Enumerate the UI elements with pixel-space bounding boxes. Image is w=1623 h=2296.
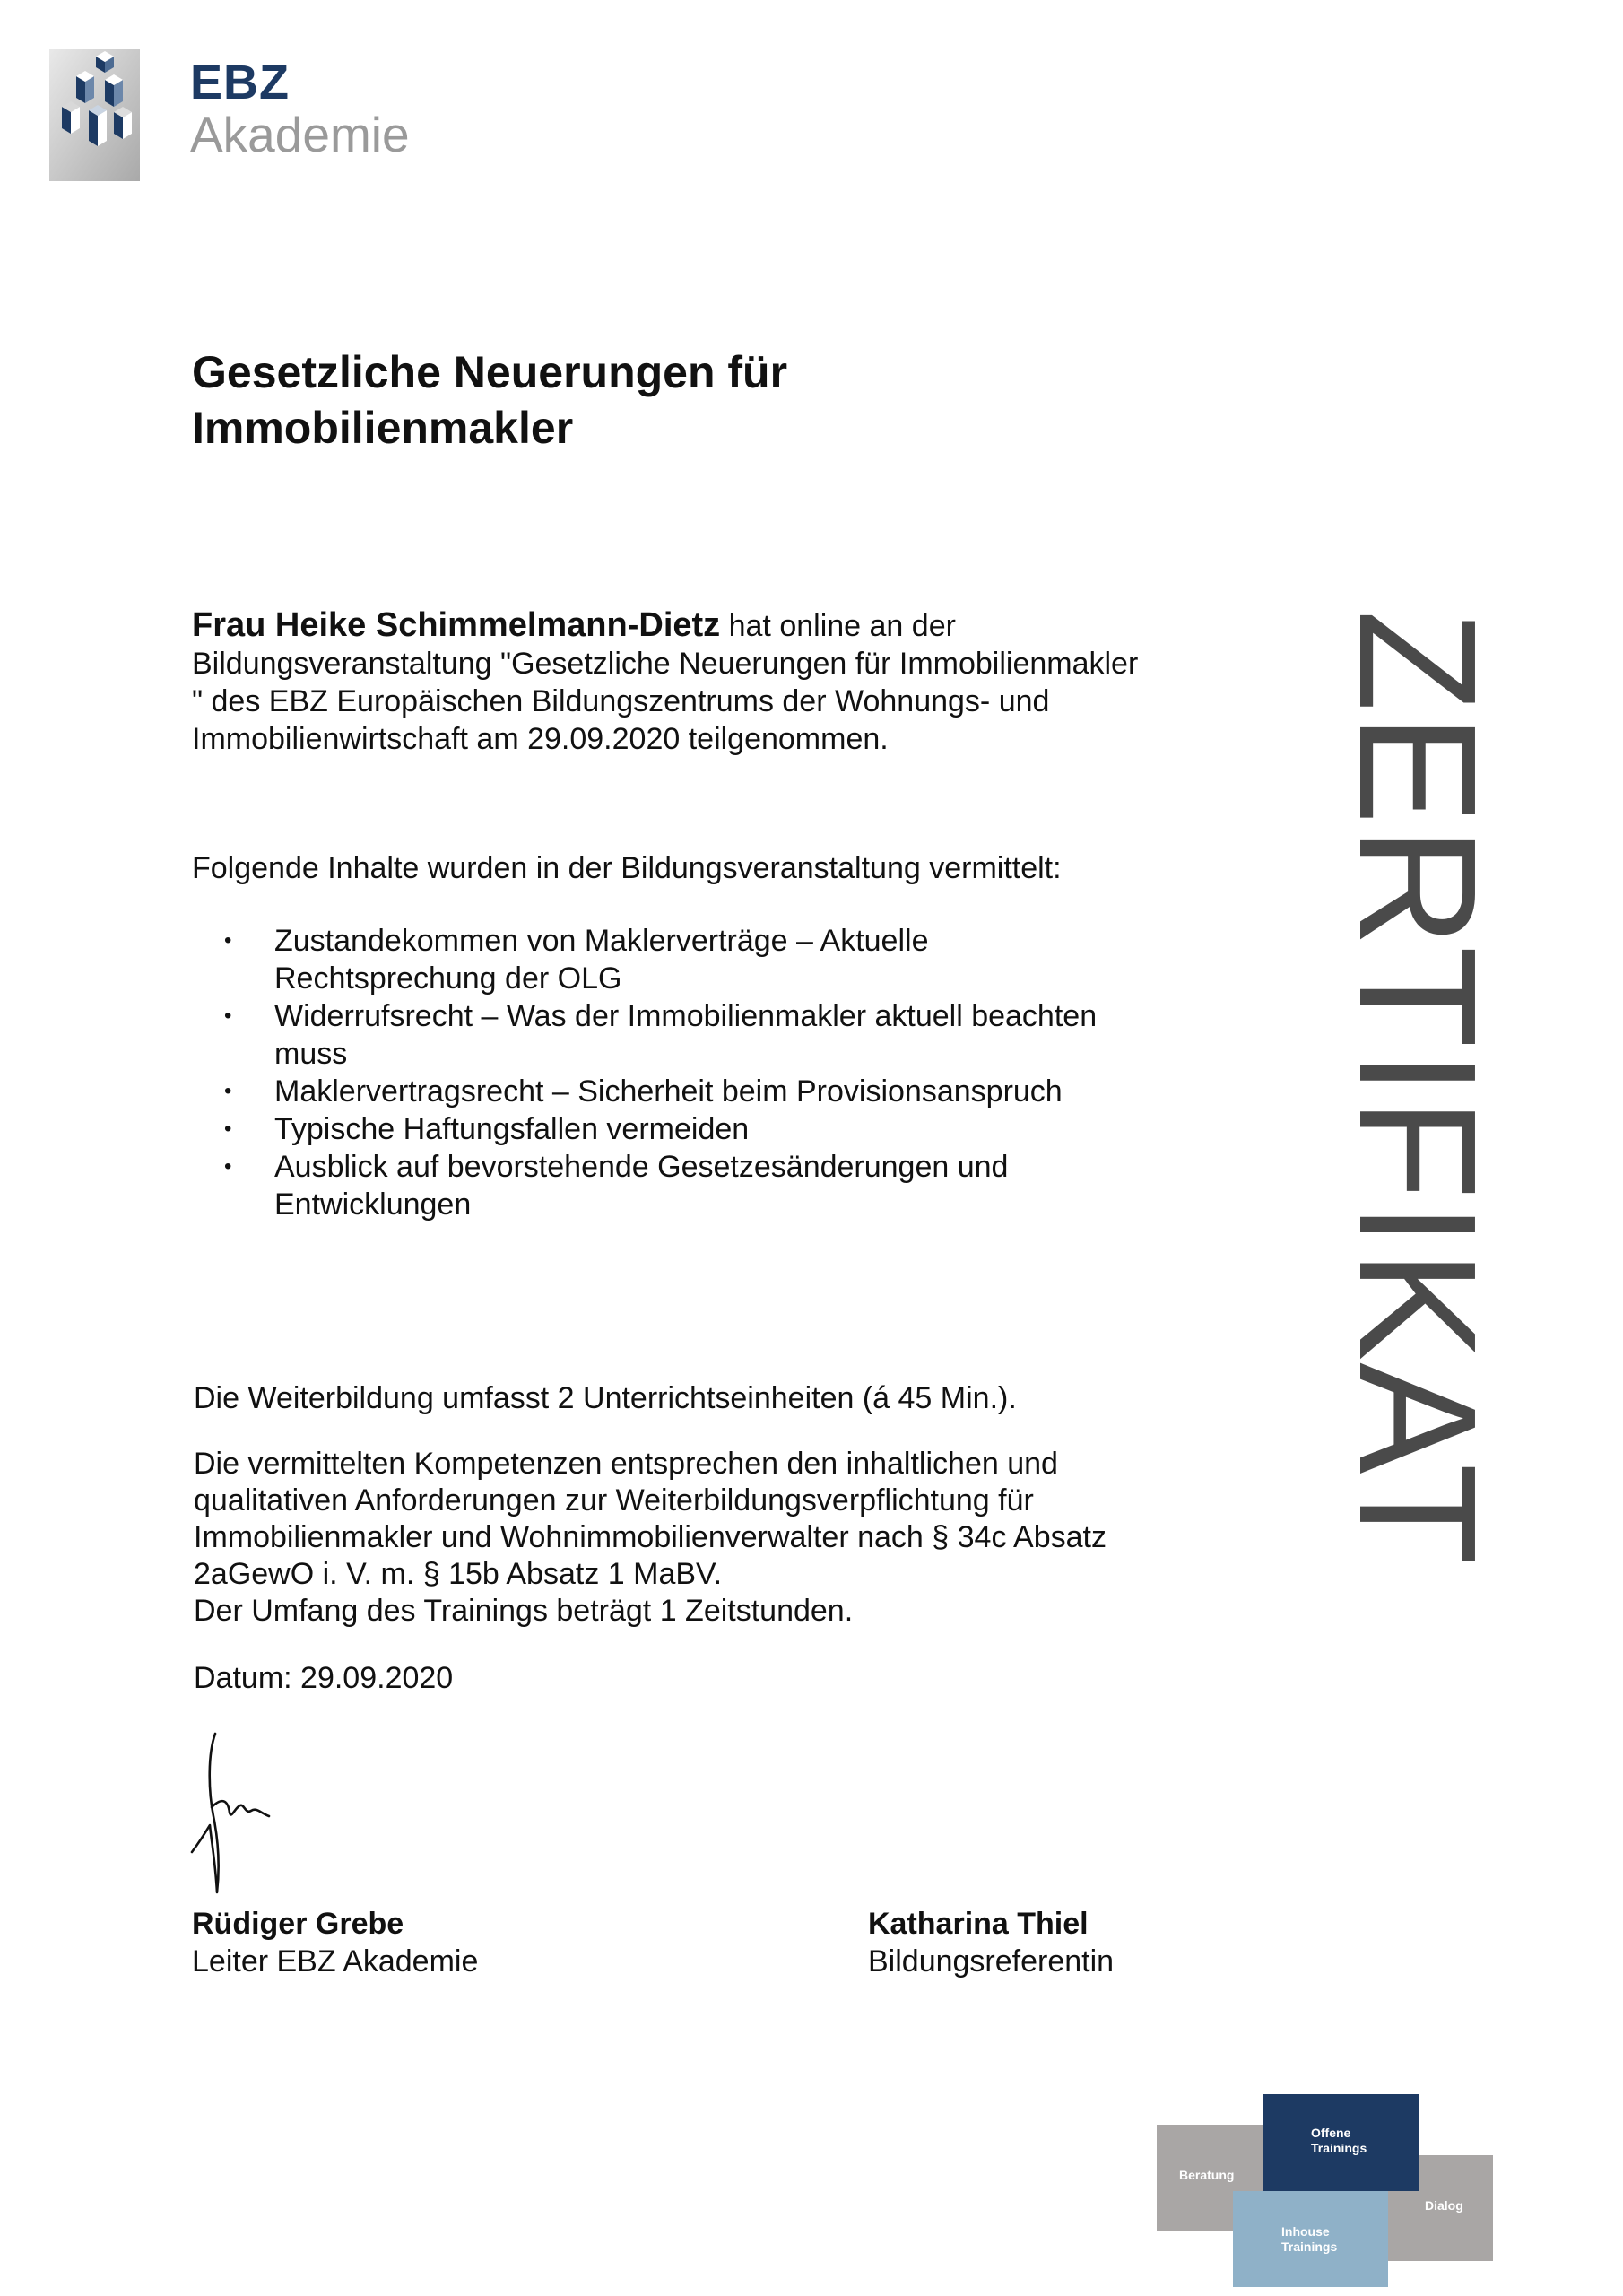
certificate-title xyxy=(192,344,999,456)
tile-inhouse-line-2: Trainings xyxy=(1281,2239,1338,2254)
list-item-line-1: Typische Haftungsfallen vermeiden xyxy=(274,1112,750,1146)
zertifikat-label: ZERTIFIKAT xyxy=(1324,610,1510,1568)
list-item-line-2: Entwicklungen xyxy=(274,1187,472,1222)
bullet: • xyxy=(224,1079,232,1103)
list-item xyxy=(192,1110,1099,1148)
intro-paragraph xyxy=(192,606,1241,758)
list-item xyxy=(192,1148,1099,1223)
list-item-line-2: Rechtsprechung der OLG xyxy=(274,961,622,996)
scope-statement: Die Weiterbildung umfasst 2 Unterrichtseinheiten (á 45 Min.). xyxy=(194,1381,1017,1415)
title-line-2: Immobilienmakler xyxy=(192,403,574,453)
tile-offene-trainings xyxy=(1263,2094,1419,2191)
list-item-line-1: Ausblick auf bevorstehende Gesetzesänderungen und xyxy=(274,1150,1009,1184)
list-item-line-1: Zustandekommen von Maklerverträge – Aktuelle xyxy=(274,924,929,958)
certificate-date: Datum: 29.09.2020 xyxy=(194,1661,454,1695)
logo-subbrand: Akademie xyxy=(190,107,410,162)
tile-offene-line-1: Offene xyxy=(1311,2126,1351,2140)
signature-image xyxy=(188,1726,287,1897)
intro-line-1 xyxy=(192,606,1241,645)
contents-heading: Folgende Inhalte wurden in der Bildungsveranstaltung vermittelt: xyxy=(192,851,1062,885)
recipient-name: Frau Heike Schimmelmann-Dietz xyxy=(192,606,721,644)
logo-brand: EBZ xyxy=(190,56,290,109)
list-item xyxy=(192,922,1099,997)
list-item-line-1: Maklervertragsrecht – Sicherheit beim Provisionsanspruch xyxy=(274,1074,1063,1109)
tile-inhouse-label xyxy=(1281,2224,1337,2255)
signer-name: Katharina Thiel xyxy=(868,1907,1089,1941)
bullet: • xyxy=(224,1004,232,1028)
list-item xyxy=(192,997,1099,1073)
competences-line-3: Immobilienmakler und Wohnimmobilienverwalter nach § 34c Absatz xyxy=(194,1520,1107,1554)
competences-line-1: Die vermittelten Kompetenzen entsprechen den inhaltlichen und xyxy=(194,1447,1058,1481)
competences-line-5: Der Umfang des Trainings beträgt 1 Zeitstunden. xyxy=(194,1594,854,1628)
competences-line-4: 2aGewO i. V. m. § 15b Absatz 1 MaBV. xyxy=(194,1557,723,1591)
list-item xyxy=(192,1073,1099,1110)
signer-2 xyxy=(868,1905,1114,1980)
competences-line-2: qualitativen Anforderungen zur Weiterbildungsverpflichtung für xyxy=(194,1483,1034,1518)
services-graphic xyxy=(1157,2094,1493,2287)
intro-line-3: " des EBZ Europäischen Bildungszentrums der Wohnungs- und xyxy=(192,684,1050,718)
tile-offene-line-2: Trainings xyxy=(1311,2141,1367,2155)
intro-line-1-rest: hat online an der xyxy=(720,609,956,643)
tile-beratung-label: Beratung xyxy=(1179,2168,1235,2182)
zertifikat-label-wrap xyxy=(1324,610,1510,1568)
tile-offene-label xyxy=(1311,2126,1367,2156)
list-item-line-1: Widerrufsrecht – Was der Immobilienmakler aktuell beachten xyxy=(274,999,1098,1033)
bullet: • xyxy=(224,1154,232,1178)
competences-paragraph xyxy=(194,1446,1225,1630)
signer-role: Bildungsreferentin xyxy=(868,1944,1115,1979)
bullet: • xyxy=(224,1117,232,1141)
title-line-1: Gesetzliche Neuerungen für xyxy=(192,347,788,397)
contents-list xyxy=(192,922,1178,1223)
bullet: • xyxy=(224,928,232,952)
tile-dialog-label: Dialog xyxy=(1425,2198,1463,2213)
ebz-logo xyxy=(49,49,471,184)
intro-line-2: Bildungsveranstaltung "Gesetzliche Neuerungen für Immobilienmakler xyxy=(192,647,1139,681)
list-item-line-2: muss xyxy=(274,1037,348,1071)
tile-inhouse-trainings xyxy=(1233,2191,1388,2287)
intro-line-4: Immobilienwirtschaft am 29.09.2020 teilgenommen. xyxy=(192,722,889,756)
ebz-logo-icon xyxy=(49,49,140,181)
signer-1 xyxy=(192,1905,478,1980)
signer-name: Rüdiger Grebe xyxy=(192,1907,404,1941)
tile-inhouse-line-1: Inhouse xyxy=(1281,2224,1330,2239)
signer-role: Leiter EBZ Akademie xyxy=(192,1944,479,1979)
